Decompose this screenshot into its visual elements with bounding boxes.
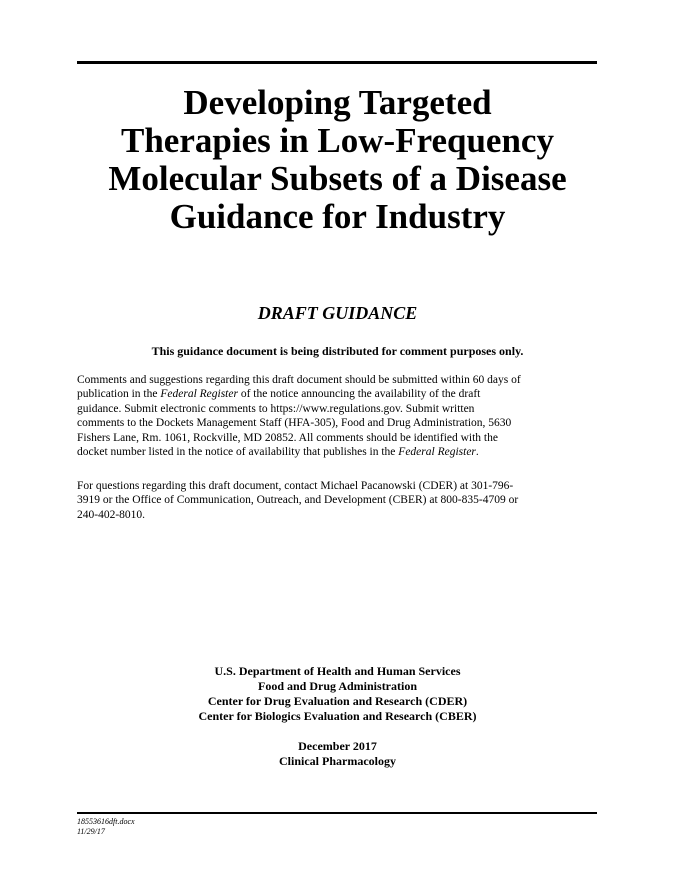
text-run: publication in the: [77, 388, 161, 401]
federal-register-emphasis: Federal Register: [398, 446, 476, 459]
text-run: docket number listed in the notice of availability that publishes in the: [77, 446, 399, 459]
federal-register-emphasis: Federal Register: [160, 388, 238, 401]
paragraph-line: 240-402-8010.: [77, 508, 146, 521]
title-line: Developing Targeted: [183, 83, 492, 122]
top-divider: [77, 61, 597, 64]
title-line: Therapies in Low-Frequency: [121, 121, 554, 160]
agency-block: [40, 664, 635, 724]
guidance-category: Clinical Pharmacology: [279, 754, 396, 768]
title-line: Molecular Subsets of a Disease: [108, 159, 567, 198]
paragraph-line: [77, 445, 600, 459]
text-run: .: [475, 446, 479, 459]
paragraph-line: Comments and suggestions regarding this draft document should be submitted within 60 days of: [77, 374, 521, 386]
footer-file-date: 11/29/17: [77, 827, 105, 836]
text-run: of the notice announcing the availability of the draft: [237, 388, 481, 401]
agency-line: Center for Biologics Evaluation and Research (CBER): [198, 709, 477, 723]
bottom-divider: [77, 812, 597, 814]
paragraph-line: comments to the Dockets Management Staff (HFA-305), Food and Drug Administration, 5630: [77, 417, 512, 430]
distribution-note: This guidance document is being distributed for comment purposes only.: [151, 344, 524, 358]
paragraph-line: 3919 or the Office of Communication, Outreach, and Development (CBER) at 800-835-4709 or: [77, 494, 519, 507]
footer-file-name: 18553616dft.docx: [77, 817, 135, 826]
agency-line: Food and Drug Administration: [257, 679, 418, 693]
paragraph-line: For questions regarding this draft document, contact Michael Pacanowski (CDER) at 301-796-: [77, 480, 514, 492]
paragraph-line: Fishers Lane, Rm. 1061, Rockville, MD 20852. All comments should be identified with the: [77, 431, 498, 444]
paragraph-line: [77, 387, 600, 401]
draft-guidance-heading: DRAFT GUIDANCE: [257, 303, 418, 323]
agency-line: Center for Drug Evaluation and Research (CDER): [207, 694, 468, 708]
date-block: [40, 739, 635, 769]
title-line: Guidance for Industry: [169, 197, 506, 236]
publication-date: December 2017: [298, 739, 377, 753]
agency-line: U.S. Department of Health and Human Services: [214, 664, 461, 678]
paragraph-line: guidance. Submit electronic comments to https://www.regulations.gov. Submit written: [77, 402, 475, 415]
comments-paragraph: [77, 373, 600, 459]
footer-file-info: [77, 817, 135, 837]
questions-paragraph: [77, 479, 600, 522]
document-title: [40, 84, 635, 236]
